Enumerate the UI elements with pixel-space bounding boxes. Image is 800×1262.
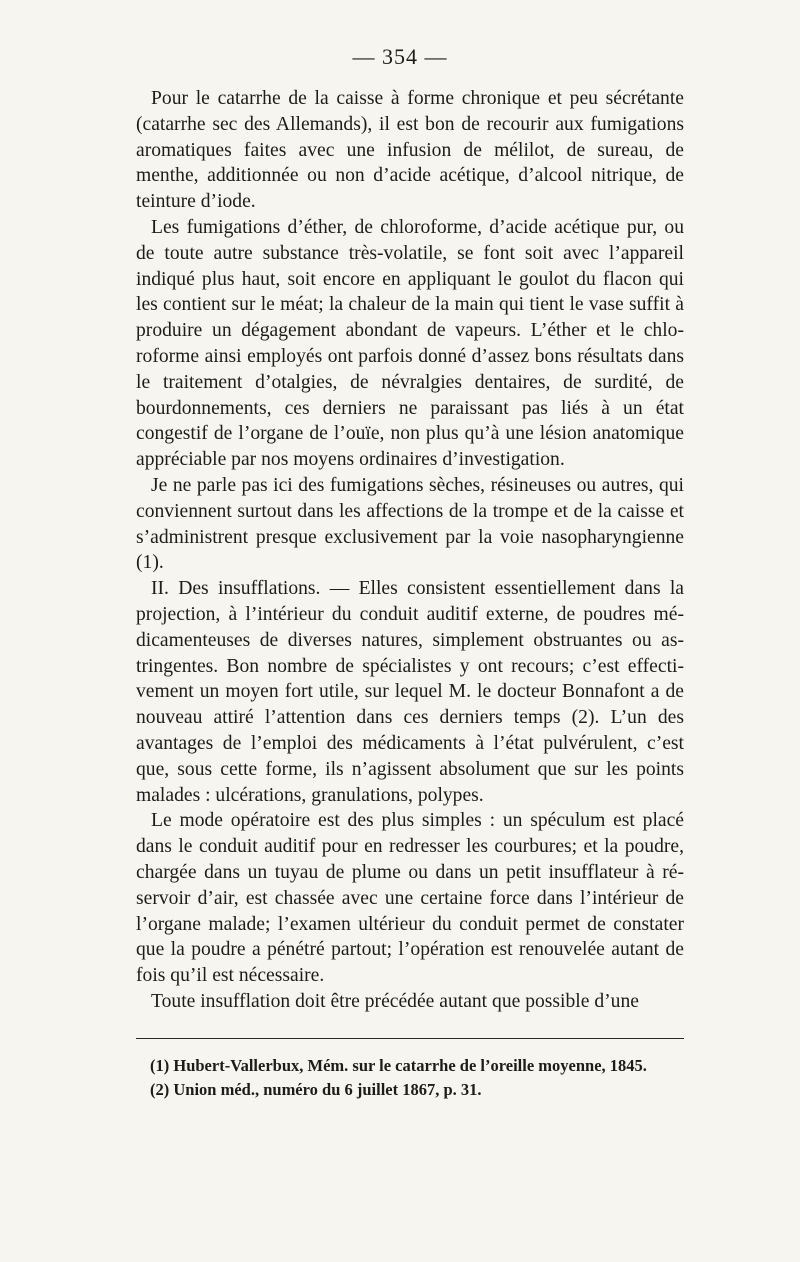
footnote-1: (1) Hubert-Vallerbux, Mém. sur le catarrhe de l’oreille moyenne, 1845. bbox=[150, 1056, 647, 1075]
footnotes bbox=[150, 1054, 690, 1102]
paragraph-toute-insufflation: Toute insufflation doit être précédée autant que possible d’une bbox=[151, 990, 639, 1012]
paragraph-mode-operatoire: Le mode opératoire est des plus simples : un spéculum est placé dans le conduit auditif pour en redresser les courbures; et la poudre, chargée dans un tuyau de plume ou dans un petit insufflateur à réservoir d’air, est chassée avec une certaine force dans l’intérieur de l’organe malade; l’examen ultérieur du conduit permet de constater que la poudre a pénétré partout; l’opération est renouvelée autant de fois qu’il est nécessaire. bbox=[136, 810, 684, 987]
footnote-2: (2) Union méd., numéro du 6 juillet 1867, p. 31. bbox=[150, 1080, 482, 1099]
paragraph-fumigations-ether: Les fumigations d’éther, de chloroforme, d’acide acétique pur, ou de toute autre substance très-volatile, se font soit avec l’appareil indiqué plus haut, soit encore en appliquant le goulot du flacon qui les contient sur le méat; la chaleur de la main qui tient le vase suffit à produire un dégagement abondant de vapeurs. L’éther et le chloroforme ainsi employés ont parfois donné d’assez bons résultats dans le traitement d’otalgies, de névralgies dentaires, de surdité, de bourdonnements, ces derniers ne paraissant pas liés à un état congestif de l’organe de l’ouïe, non plus qu’à une lésion anatomique appréciable par nos moyens ordinaires d’investigation. bbox=[136, 216, 684, 471]
footnote-divider bbox=[136, 1038, 684, 1039]
body-text bbox=[136, 86, 684, 1015]
paragraph-catarrhe: Pour le catarrhe de la caisse à forme chronique et peu sécrétante (catarrhe sec des Allemands), il est bon de recourir aux fumigations aromatiques faites avec une infusion de mélilot, de sureau, de menthe, additionnée ou non d’acide acétique, d’alcool nitrique, de teinture d’iode. bbox=[136, 88, 684, 213]
paragraph-fumigations-seches: Je ne parle pas ici des fumigations sèches, résineuses ou autres, qui conviennent surtout dans les affections de la trompe et de la caisse et s’administrent presque exclusivement par la voie nasopharyngienne (1). bbox=[136, 474, 684, 574]
paragraph-insufflations: II. Des insufflations. — Elles consistent essentiellement dans la projection, à l’intérieur du conduit auditif externe, de poudres médicamenteuses de diverses natures, simplement obstruantes ou astringentes. Bon nombre de spécialistes y ont recours; c’est effectivement un moyen fort utile, sur lequel M. le docteur Bonnafont a de nouveau attiré l’attention dans ces derniers temps (2). L’un des avantages de l’emploi des médicaments à l’état pulvérulent, c’est que, sous cette forme, ils n’agissent absolument que sur les points malades : ulcérations, granulations, polypes. bbox=[136, 578, 684, 806]
page-number: — 354 — bbox=[352, 44, 448, 69]
